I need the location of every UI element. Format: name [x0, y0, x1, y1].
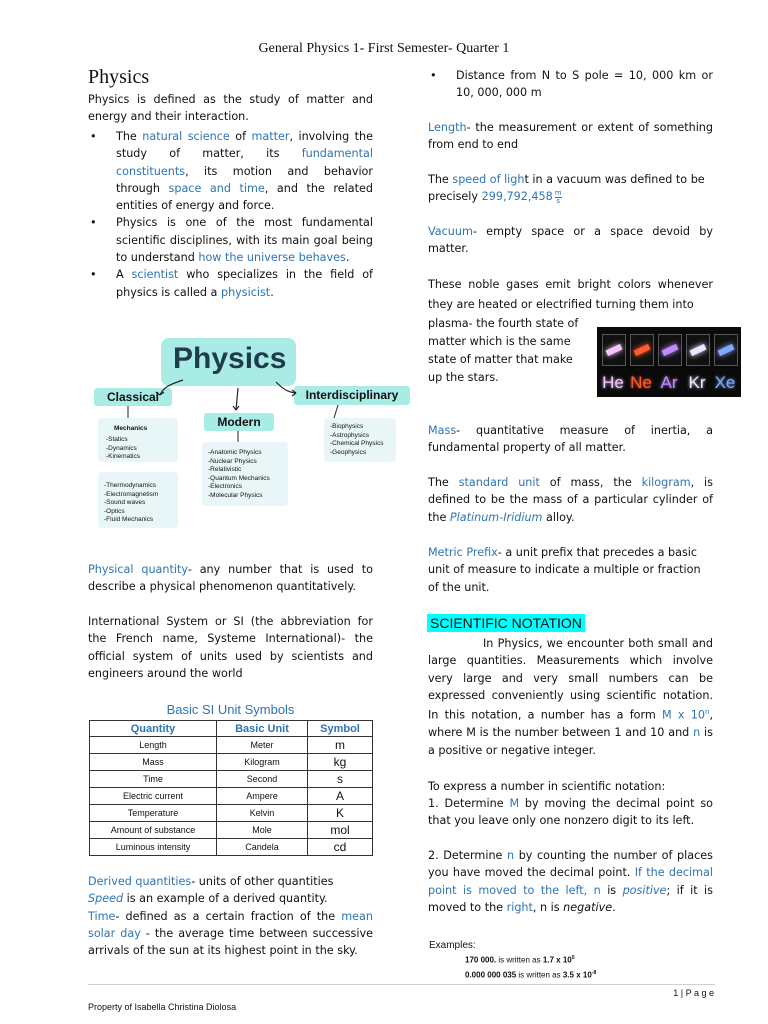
physics-bullets — [88, 128, 373, 301]
gas-glow — [661, 344, 678, 356]
list-item: -Relativistic — [208, 466, 242, 474]
step-one: 1. Determine M by moving the decimal point so that you leave only one nonzero digit to its left. — [428, 797, 713, 828]
gas-symbol: Ar — [660, 373, 678, 392]
metric-prefix-paragraph: Metric Prefix- a unit prefix that precedes a basic unit of measure to indicate a multiple or fraction of the unit. — [428, 546, 701, 594]
page-number: 1 | P a g e — [673, 988, 714, 998]
list-item: -Fluid Mechanics — [104, 516, 154, 524]
list-item: -Statics — [106, 436, 128, 443]
derived-quantities — [88, 873, 373, 959]
physical-quantity-paragraph: Physical quantity- any number that is used to describe a physical phenomenon quantitatively. — [88, 563, 373, 594]
table-cell: Mass — [90, 754, 217, 771]
unit-fraction: $\frac{m}{s}$ — [554, 188, 562, 205]
gas-glow — [717, 344, 734, 356]
table-title: Basic SI Unit Symbols — [166, 702, 295, 717]
gas-glow — [633, 344, 650, 356]
list-item: -Kinematics — [106, 453, 140, 461]
speed-line: Speed is an example of a derived quantity. — [88, 892, 328, 906]
example-one: 170 000. is written as 1.7 x $10^5$ — [465, 955, 575, 965]
mechanics-heading: Mechanics — [114, 425, 148, 432]
table-cell: Electric current — [90, 788, 217, 805]
table-row — [90, 788, 373, 805]
list-item: -Electronics — [208, 483, 242, 491]
plasma-paragraph: plasma- the fourth state of matter which is the same state of matter that make up the stars. — [428, 317, 579, 384]
noble-gases-image — [597, 327, 741, 397]
example-two: 0.000 000 035 is written as 3.5 x $10^{-8}$ — [465, 970, 597, 980]
table-cell: Mole — [217, 822, 308, 839]
steps-intro: To express a number in scientific notation: — [428, 780, 666, 793]
modern-list — [208, 449, 290, 501]
diagram-title: Physics — [173, 342, 287, 375]
arrow-inter-down — [334, 405, 338, 418]
si-paragraph: International System or SI (the abbreviation for the French name, Systeme International)- the official system of units used by scientists and engineers around the world — [88, 615, 373, 680]
gas-symbol: Xe — [714, 373, 736, 392]
table-cell: cd — [308, 839, 373, 856]
physics-branches-diagram — [88, 330, 418, 535]
table-row — [90, 771, 373, 788]
gas-tube-he — [602, 334, 626, 366]
list-item: -Quantum Mechanics — [208, 474, 270, 482]
inter-list — [330, 423, 400, 457]
table-row — [90, 839, 373, 856]
examples-label: Examples: — [429, 940, 476, 951]
gas-symbol: Ne — [630, 373, 652, 392]
table-cell: Second — [217, 771, 308, 788]
column-header: Basic Unit — [217, 721, 308, 737]
gas-labels — [599, 373, 739, 395]
mass-paragraph: Mass- quantitative measure of inertia, a fundamental property of all matter. — [428, 424, 713, 455]
scientific-notation-heading: SCIENTIFIC NOTATION — [427, 613, 585, 632]
bullet-item: • A scientist who specializes in the field of physics is called a physicist. — [90, 268, 373, 299]
list-item: -Astrophysics — [330, 431, 370, 439]
derived-line: Derived quantities- units of other quantities — [88, 875, 334, 888]
table-cell: Time — [90, 771, 217, 788]
list-item: -Geophysics — [330, 448, 367, 456]
gas-symbol: He — [602, 373, 624, 392]
page-title: Physics — [88, 66, 150, 88]
mechanics-list — [106, 436, 176, 462]
table-cell: Temperature — [90, 805, 217, 822]
table-header-row — [90, 721, 373, 737]
list-item: -Sound waves — [104, 499, 146, 507]
classical-other-list — [104, 482, 180, 525]
bullet-item: • The natural science of matter, involving the study of matter, its fundamental constituents, its motion and behavior through space and time, and the related entities of energy and force. — [90, 130, 373, 213]
table-row — [90, 754, 373, 771]
arrow-modern — [236, 388, 238, 410]
gas-symbol: Kr — [688, 373, 706, 392]
table-cell: Ampere — [217, 788, 308, 805]
gas-tube-xe — [714, 334, 738, 366]
noble-gases-paragraph: These noble gases emit bright colors whenever they are heated or electrified turning them into — [428, 278, 713, 311]
table-row — [90, 737, 373, 754]
table-cell: Kilogram — [217, 754, 308, 771]
table-cell: Meter — [217, 737, 308, 754]
gas-tube-ne — [630, 334, 654, 366]
table-cell: Luminous intensity — [90, 839, 217, 856]
table-cell: s — [308, 771, 373, 788]
table-cell: Candela — [217, 839, 308, 856]
table-cell: m — [308, 737, 373, 754]
column-header: Quantity — [90, 721, 217, 737]
list-item: -Molecular Physics — [208, 491, 263, 499]
step-two: 2. Determine n by counting the number of places you have moved the decimal point. If the decimal point is moved to the left, n is positive; if it is moved to the right, n is negative. — [428, 849, 713, 914]
column-header: Symbol — [308, 721, 373, 737]
table-cell: Kelvin — [217, 805, 308, 822]
vacuum-paragraph: Vacuum- empty space or a space devoid by matter. — [428, 225, 713, 256]
table-row — [90, 822, 373, 839]
distance-bullet — [428, 67, 713, 102]
table-row — [90, 805, 373, 822]
list-item: -Electromagnetism — [104, 490, 159, 498]
table-cell: K — [308, 805, 373, 822]
intro-paragraph: Physics is defined as the study of matter and energy and their interaction. — [88, 93, 373, 124]
table-cell: kg — [308, 754, 373, 771]
gas-tube-ar — [658, 334, 682, 366]
gas-tubes — [599, 330, 739, 370]
document-header: General Physics 1- First Semester- Quarter 1 — [258, 41, 510, 56]
footer-owner: Property of Isabella Christina Diolosa — [88, 1002, 237, 1012]
list-item: -Dynamics — [106, 444, 137, 452]
gas-glow — [689, 344, 706, 356]
gas-tube-kr — [686, 334, 710, 366]
list-item: -Chemical Physics — [330, 440, 384, 448]
table-cell: Amount of substance — [90, 822, 217, 839]
classical-label: Classical — [106, 390, 160, 404]
list-item: -Nuclear Physics — [208, 457, 257, 465]
interdisciplinary-label: Interdisciplinary — [305, 388, 399, 402]
bullet-item: • Physics is one of the most fundamental scientific disciplines, with its main goal being to understand how the universe behaves. — [90, 216, 373, 265]
list-item: -Anatomic Physics — [208, 449, 262, 456]
bullet-item: • Distance from N to S pole = 10, 000 km or 10, 000, 000 m — [430, 69, 713, 100]
modern-label: Modern — [217, 415, 261, 429]
si-units-table — [89, 720, 373, 856]
table-cell: A — [308, 788, 373, 805]
table-cell: Length — [90, 737, 217, 754]
length-paragraph: Length- the measurement or extent of something from end to end — [428, 121, 713, 152]
gas-glow — [605, 344, 622, 356]
scientific-notation-paragraph: In Physics, we encounter both small and large quantities. Measurements which involve very large and very small numbers can be expressed conveniently using scientific notation. In this notation, a number has a form M x 10$^n$, where M is the number between 1 and 10 and n is a positive or negative integer. — [428, 637, 713, 757]
time-paragraph: Time- defined as a certain fraction of the mean solar day - the average time between successive arrivals of the sun at its highest point in the sky. — [88, 909, 373, 958]
footer-rule — [88, 984, 715, 985]
speed-of-light-paragraph: The speed of light in a vacuum was defined to be precisely 299,792,458 $\frac{m}{s}$ — [428, 173, 705, 205]
kilogram-paragraph: The standard unit of mass, the kilogram, is defined to be the mass of a particular cylinder of the Platinum-Iridium alloy. — [428, 476, 713, 524]
list-item: -Optics — [104, 507, 125, 515]
table-cell: mol — [308, 822, 373, 839]
list-item: -Thermodynamics — [104, 482, 157, 489]
list-item: -Biophysics — [330, 423, 364, 430]
